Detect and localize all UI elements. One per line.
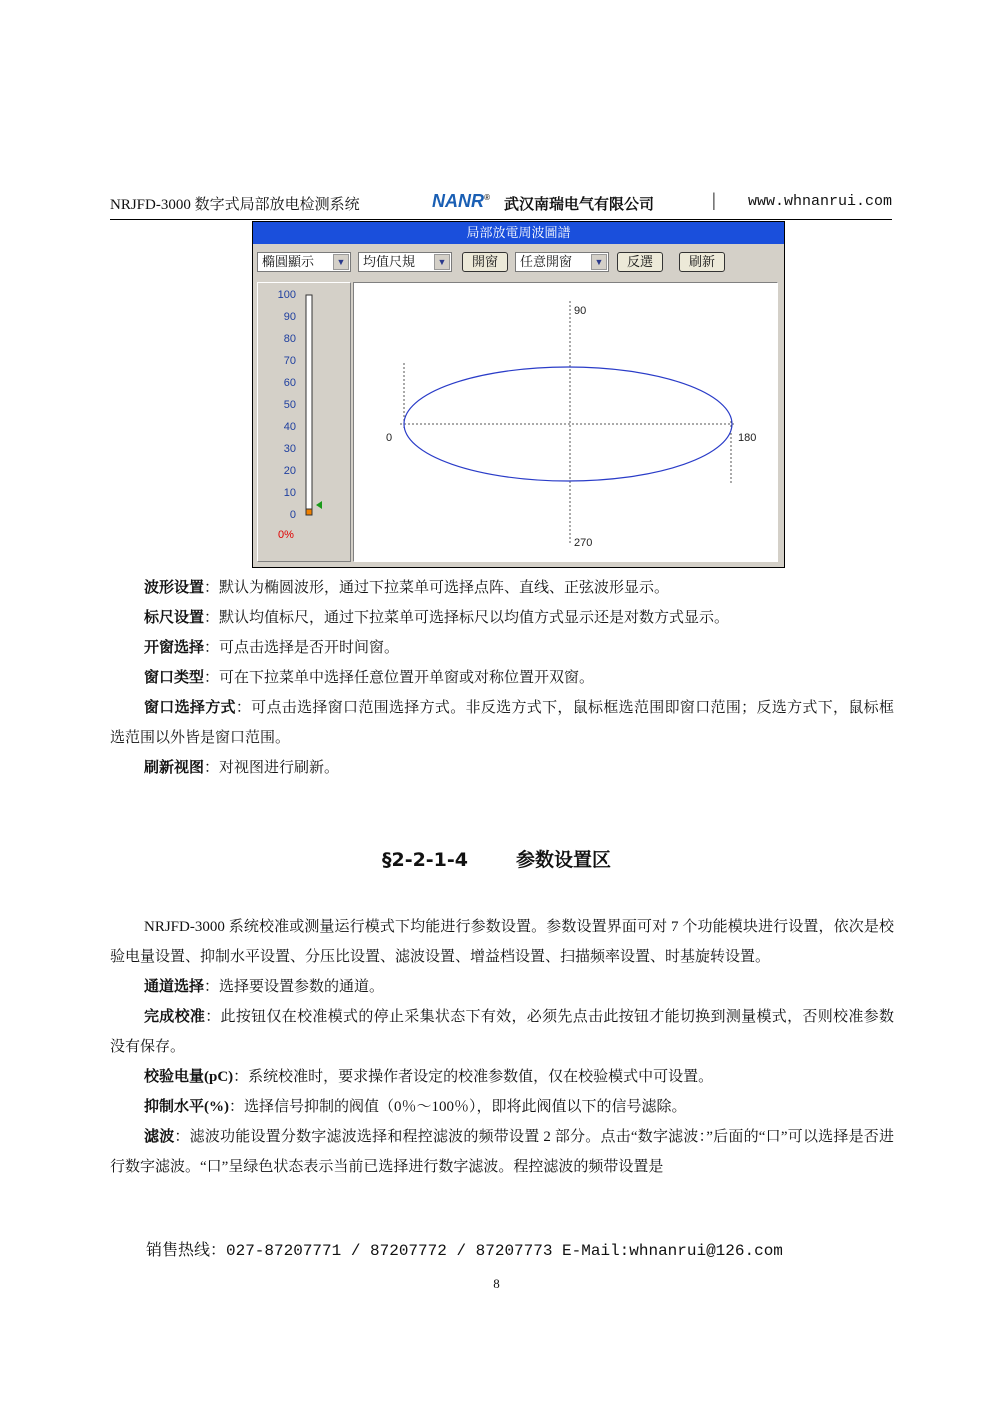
window-toolbar xyxy=(257,250,777,276)
scale-select[interactable]: 均值尺規 ▼ xyxy=(358,252,452,272)
scale-tick-label: 40 xyxy=(283,421,296,433)
level-bar-fill xyxy=(306,509,312,515)
level-bar xyxy=(258,283,350,561)
prpd-window xyxy=(252,221,785,568)
axis-label-90: 90 xyxy=(574,305,587,317)
scale-tick-label: 90 xyxy=(283,311,296,323)
section-heading: §2-2-1-4 参数设置区 xyxy=(381,849,612,871)
scale-tick-label: 20 xyxy=(283,465,296,477)
item-calibration-charge: 校验电量(pC)：系统校准时，要求操作者设定的校准参数值，仅在校验模式中可设置。 xyxy=(144,1069,714,1085)
level-scale-panel xyxy=(257,282,351,562)
document-title: NRJFD-3000 数字式局部放电检测系统 xyxy=(110,197,360,213)
scale-tick-label: 0 xyxy=(289,509,296,521)
level-percent: 0% xyxy=(278,529,294,541)
intro-paragraph: NRJFD-3000 系统校准或测量运行模式下均能进行参数设置。参数设置界面可对 7 个功能模块进行设置，依次是校验电量设置、抑制水平设置、分压比设置、滤波设置、增益档设置、扫描频率设置、时基旋转设置。 xyxy=(110,919,894,965)
scale-tick-label: 50 xyxy=(283,399,296,411)
desc-wave: 波形设置：默认为椭圆波形，通过下拉菜单可选择点阵、直线、正弦波形显示。 xyxy=(144,580,670,596)
axis-label-180: 180 xyxy=(738,432,757,444)
item-channel: 通道选择：选择要设置参数的通道。 xyxy=(144,979,385,995)
chevron-down-icon[interactable]: ▼ xyxy=(434,254,450,270)
axis-label-0: 0 xyxy=(386,432,393,444)
scale-tick-label: 70 xyxy=(283,355,296,367)
item-filter: 滤波：滤波功能设置分数字滤波选择和程控滤波的频带设置 2 部分。点击“数字滤波：”后面的“口”可以选择是否进行数字滤波。“口”呈绿色状态表示当前已选择进行数字滤波。程控滤波的频带设置是 xyxy=(110,1129,894,1175)
ellipse-plot xyxy=(354,283,777,561)
scale-tick-label: 100 xyxy=(277,289,296,301)
scale-tick-label: 10 xyxy=(283,487,296,499)
window-type-select[interactable]: 任意開窗 ▼ xyxy=(515,252,609,272)
open-window-button[interactable]: 開窗 xyxy=(462,252,508,272)
item-finish-calibration: 完成校准：此按钮仅在校准模式的停止采集状态下有效，必须先点击此按钮才能切换到测量模式，否则校准参数没有保存。 xyxy=(110,1009,894,1055)
chevron-down-icon[interactable]: ▼ xyxy=(591,254,607,270)
company-name: 武汉南瑞电气有限公司 xyxy=(504,197,655,213)
sales-contact: 销售热线：027-87207771 / 87207772 / 87207773 E-Mail:whnanrui@126.com xyxy=(146,1242,783,1260)
chevron-down-icon[interactable]: ▼ xyxy=(333,254,349,270)
refresh-button[interactable]: 刷新 xyxy=(679,252,725,272)
page-header xyxy=(110,190,892,220)
level-bar-track xyxy=(306,295,312,515)
desc-open-window: 开窗选择：可点击选择是否开时间窗。 xyxy=(144,640,400,656)
desc-window-type: 窗口类型：可在下拉菜单中选择任意位置开单窗或对称位置开双窗。 xyxy=(144,670,595,686)
desc-scale: 标尺设置：默认均值标尺，通过下拉菜单可选择标尺以均值方式显示还是对数方式显示。 xyxy=(144,610,730,626)
settings-description xyxy=(110,573,894,783)
axis-label-270: 270 xyxy=(574,537,593,549)
invert-button[interactable]: 反選 xyxy=(617,252,663,272)
level-pointer-icon xyxy=(316,501,322,509)
scale-tick-label: 30 xyxy=(283,443,296,455)
item-suppression-level: 抑制水平(%)：选择信号抑制的阀值（0％～100％），即将此阀值以下的信号滤除。 xyxy=(144,1099,687,1115)
page-number: 8 xyxy=(493,1276,500,1291)
wave-select[interactable]: 橢圓顯示 ▼ xyxy=(257,252,351,272)
desc-window-select-mode: 窗口选择方式：可点击选择窗口范围选择方式。非反选方式下，鼠标框选范围即窗口范围；反选方式下，鼠标框选范围以外皆是窗口范围。 xyxy=(110,700,894,746)
header-separator: | xyxy=(712,190,716,211)
scale-tick-label: 60 xyxy=(283,377,296,389)
brand-logo: NANR® xyxy=(432,191,490,211)
window-title: 局部放電周波圖譜 xyxy=(253,222,784,244)
section-body xyxy=(110,912,894,1182)
company-url: www.whnanrui.com xyxy=(747,193,892,210)
scale-tick-label: 80 xyxy=(283,333,296,345)
prpd-plot-area xyxy=(353,282,778,562)
desc-refresh: 刷新视图：对视图进行刷新。 xyxy=(144,760,340,776)
